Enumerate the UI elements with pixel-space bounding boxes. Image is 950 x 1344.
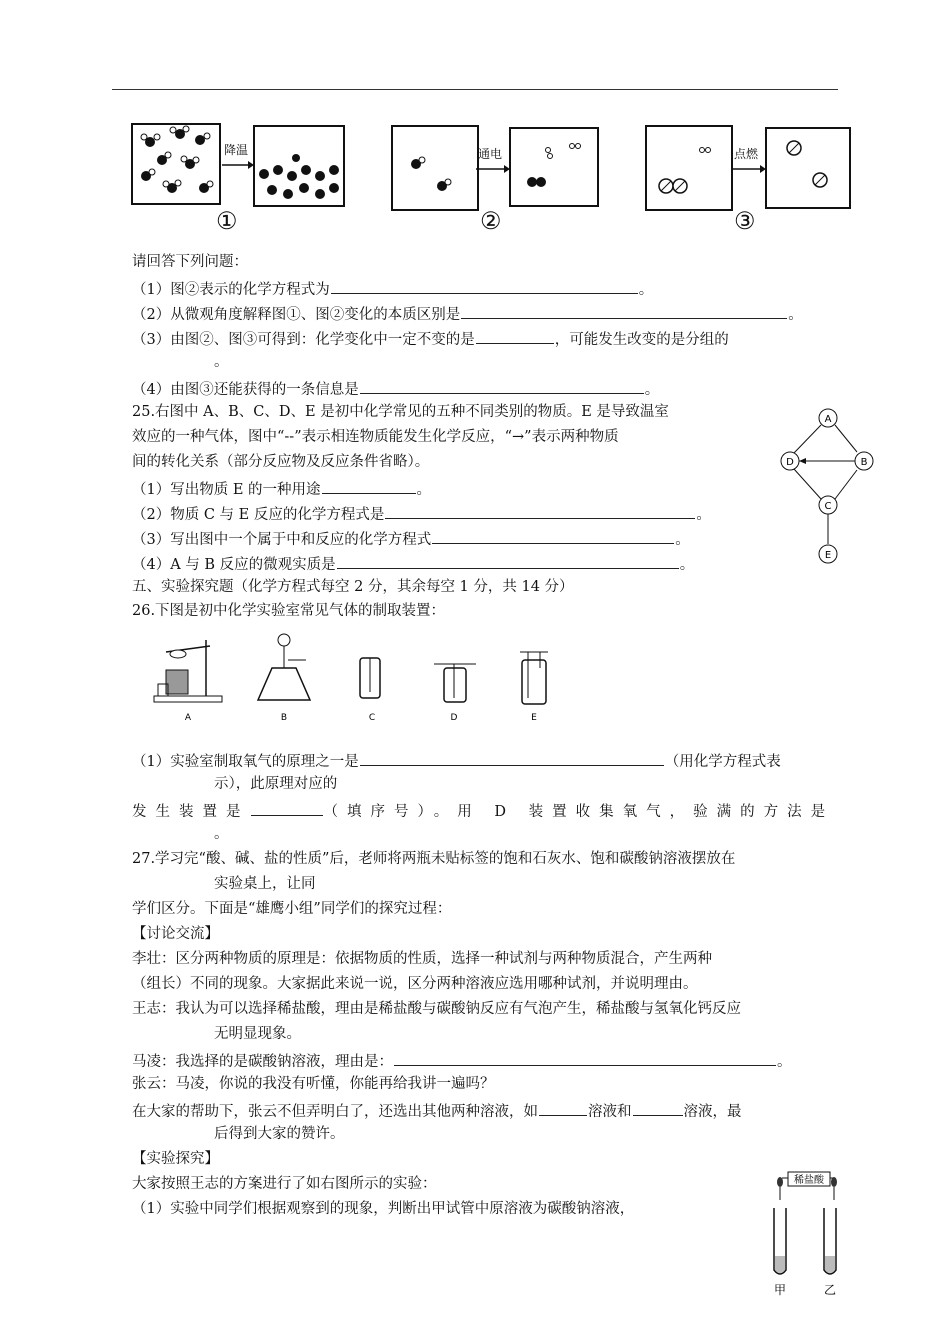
discuss-heading: 【讨论交流】 [132, 926, 219, 942]
q27-line3: 学们区分。下面是“雄鹰小组”同学们的探究过程： [132, 901, 452, 917]
fig1-arrow [222, 160, 254, 170]
label-A: A [184, 713, 192, 723]
fig1-label: ① [216, 207, 238, 235]
label-B: B [280, 713, 288, 723]
maling-line: 马凌：我选择的是碳酸钠溶液，理由是： 。 [132, 1049, 792, 1072]
explore-line1: 大家按照王志的方案进行了如右图所示的实验： [132, 1176, 437, 1192]
node-A: A [824, 414, 832, 425]
node-B: B [860, 457, 868, 468]
fig2-label: ② [480, 207, 502, 235]
answer-blank[interactable] [322, 477, 416, 494]
q25-line2: 效应的一种气体，图中“--”表示相连物质能发生化学反应，“→”表示两种物质 [132, 429, 619, 445]
q27-line2: 实验桌上，让同 [214, 876, 316, 892]
label-D: D [450, 713, 458, 723]
q26-part1-end: 。 [214, 826, 229, 842]
lizhuang-line2: （组长）不同的现象。大家据此来说一说，区分两种溶液应选用哪种试剂，并说明理由。 [132, 976, 698, 992]
node-D: D [786, 457, 794, 468]
fig3-label: ③ [734, 207, 756, 235]
fig2-arrow [476, 164, 510, 174]
help-line: 在大家的帮助下，张云不但弄明白了，还选出其他两种溶液，如 溶液和 溶液，最 [132, 1099, 742, 1122]
answer-blank[interactable] [251, 799, 323, 816]
answer-blank[interactable] [360, 377, 644, 394]
q26-part1: （1）实验室制取氧气的原理之一是 （用化学方程式表 [132, 749, 781, 772]
figure-1-after [252, 124, 352, 214]
q24-part4: （4）由图③还能获得的一条信息是 。 [132, 377, 659, 400]
fig3-arrow [732, 164, 766, 174]
q26-intro: 26.下图是初中化学实验室常见气体的制取装置： [132, 603, 446, 619]
answer-blank[interactable] [461, 302, 787, 319]
node-C: C [824, 501, 832, 512]
label-E: E [531, 713, 537, 723]
figure-2-electrolysis [390, 124, 480, 214]
answer-blank[interactable] [385, 502, 695, 519]
fig1-arrow-label: 降温 [224, 143, 249, 157]
q25-line3: 间的转化关系（部分反应物及反应条件省略）。 [132, 454, 430, 470]
answer-blank[interactable] [633, 1099, 683, 1116]
q24-part3-end: 。 [214, 354, 229, 370]
answer-blank[interactable] [337, 552, 679, 569]
answer-blank[interactable] [394, 1049, 776, 1066]
q25-relation-diagram [778, 404, 878, 572]
help-line-end: 后得到大家的赞许。 [214, 1126, 345, 1142]
fig2-arrow-label: 通电 [478, 147, 503, 161]
wangzhi-line1: 王志：我认为可以选择稀盐酸，理由是稀盐酸与碳酸钠反应有气泡产生，稀盐酸与氢氧化钙反应 [132, 1001, 741, 1017]
q27-line1: 27.学习完“酸、碱、盐的性质”后，老师将两瓶未贴标签的饱和石灰水、饱和碳酸钠溶液摆放在 [132, 851, 736, 867]
figure-3-combustion [644, 124, 734, 214]
figure-2-after [508, 126, 600, 208]
explore-line2: （1）实验中同学们根据观察到的现象，判断出甲试管中原溶液为碳酸钠溶液， [132, 1201, 635, 1217]
figure-1-cooling [128, 120, 228, 240]
tube-right-label: 乙 [823, 1283, 837, 1297]
q26-part1-cont: 示），此原理对应的 [214, 776, 338, 792]
tube-reagent-label: 稀盐酸 [794, 1175, 824, 1186]
node-E: E [824, 550, 832, 561]
section5-title: 五、实验探究题（化学方程式每空 2 分，其余每空 1 分，共 14 分） [132, 579, 574, 595]
answer-blank[interactable] [539, 1099, 587, 1116]
figure-3-after [764, 126, 852, 210]
q26-part1-line3: 发生装置是 （填序号）。用 D 装置收集氧气，验满的方法是 [132, 799, 834, 822]
answer-blank[interactable] [476, 327, 554, 344]
label-C: C [368, 713, 376, 723]
answer-blank[interactable] [331, 277, 638, 294]
header-rule [112, 89, 838, 90]
q25-line1: 25.右图中 A、B、C、D、E 是初中化学常见的五种不同类别的物质。E 是导致温室 [132, 404, 669, 420]
q25-part1: （1）写出物质 E 的一种用途 。 [132, 477, 431, 500]
q24-part1: （1）图②表示的化学方程式为 。 [132, 277, 653, 300]
q26-apparatus-figure [148, 628, 568, 728]
q24-part3: （3）由图②、图③可得到：化学变化中一定不变的是 ，可能发生改变的是分组的 [132, 327, 729, 350]
q24-part2: （2）从微观角度解释图①、图②变化的本质区别是 。 [132, 302, 803, 325]
test-tube-figure [768, 1170, 848, 1300]
q24-intro: 请回答下列问题： [132, 254, 248, 270]
answer-blank[interactable] [360, 749, 664, 766]
explore-heading: 【实验探究】 [132, 1151, 219, 1167]
zhangyun-line: 张云：马凌，你说的我没有听懂，你能再给我讲一遍吗？ [132, 1076, 495, 1092]
q25-part4: （4）A 与 B 反应的微观实质是 。 [132, 552, 694, 575]
tube-left-label: 甲 [773, 1283, 787, 1297]
lizhuang-line1: 李壮：区分两种物质的原理是：依据物质的性质，选择一种试剂与两种物质混合，产生两种 [132, 951, 712, 967]
q25-part3: （3）写出图中一个属于中和反应的化学方程式 。 [132, 527, 690, 550]
wangzhi-line2: 无明显现象。 [214, 1026, 301, 1042]
fig3-arrow-label: 点燃 [734, 147, 759, 161]
q25-part2: （2）物质 C 与 E 反应的化学方程式是 。 [132, 502, 711, 525]
answer-blank[interactable] [432, 527, 674, 544]
